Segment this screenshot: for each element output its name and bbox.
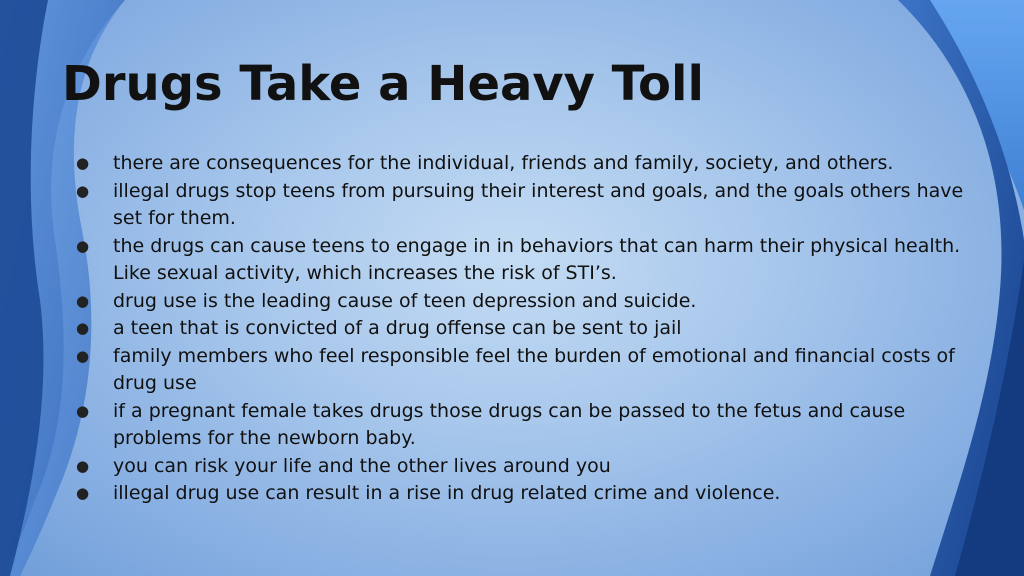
bullet-item	[76, 480, 976, 508]
bullet-icon: ●	[76, 291, 90, 310]
bullet-item	[76, 398, 976, 453]
bullet-item	[76, 178, 976, 233]
bullet-text: there are consequences for the individual, friends and family, society, and others.	[113, 152, 894, 174]
bullet-icon: ●	[76, 456, 90, 475]
bullet-item	[76, 288, 976, 316]
bullet-text: family members who feel responsible feel the burden of emotional and financial costs of drug use	[113, 344, 955, 394]
bullet-item	[76, 343, 976, 398]
bullet-icon: ●	[76, 181, 90, 200]
bullet-icon: ●	[76, 319, 90, 337]
bullet-item	[76, 233, 976, 288]
bullet-icon: ●	[76, 236, 90, 255]
bullet-icon: ●	[76, 484, 90, 502]
bullet-text: illegal drug use can result in a rise in drug related crime and violence.	[113, 482, 781, 504]
bullet-text: if a pregnant female takes drugs those drugs can be passed to the fetus and cause problems for the newborn baby.	[113, 399, 906, 449]
bullet-icon: ●	[76, 401, 90, 420]
bullet-text: a teen that is convicted of a drug offense can be sent to jail	[113, 317, 682, 339]
bullet-text: the drugs can cause teens to engage in in behaviors that can harm their physical health. Like sexual activity, which increases the risk of STI’s.	[113, 234, 961, 284]
bullet-item	[76, 453, 976, 481]
bullet-icon: ●	[76, 154, 90, 172]
bullet-icon: ●	[76, 346, 90, 365]
bullet-item	[76, 315, 976, 343]
bullet-text: drug use is the leading cause of teen depression and suicide.	[113, 289, 697, 312]
slide-title: Drugs Take a Heavy Toll	[62, 56, 704, 112]
bullet-text: you can risk your life and the other lives around you	[113, 454, 611, 477]
bullet-item	[76, 150, 976, 178]
bullet-list	[76, 150, 976, 508]
bullet-text: illegal drugs stop teens from pursuing their interest and goals, and the goals others have set for them.	[113, 179, 964, 229]
